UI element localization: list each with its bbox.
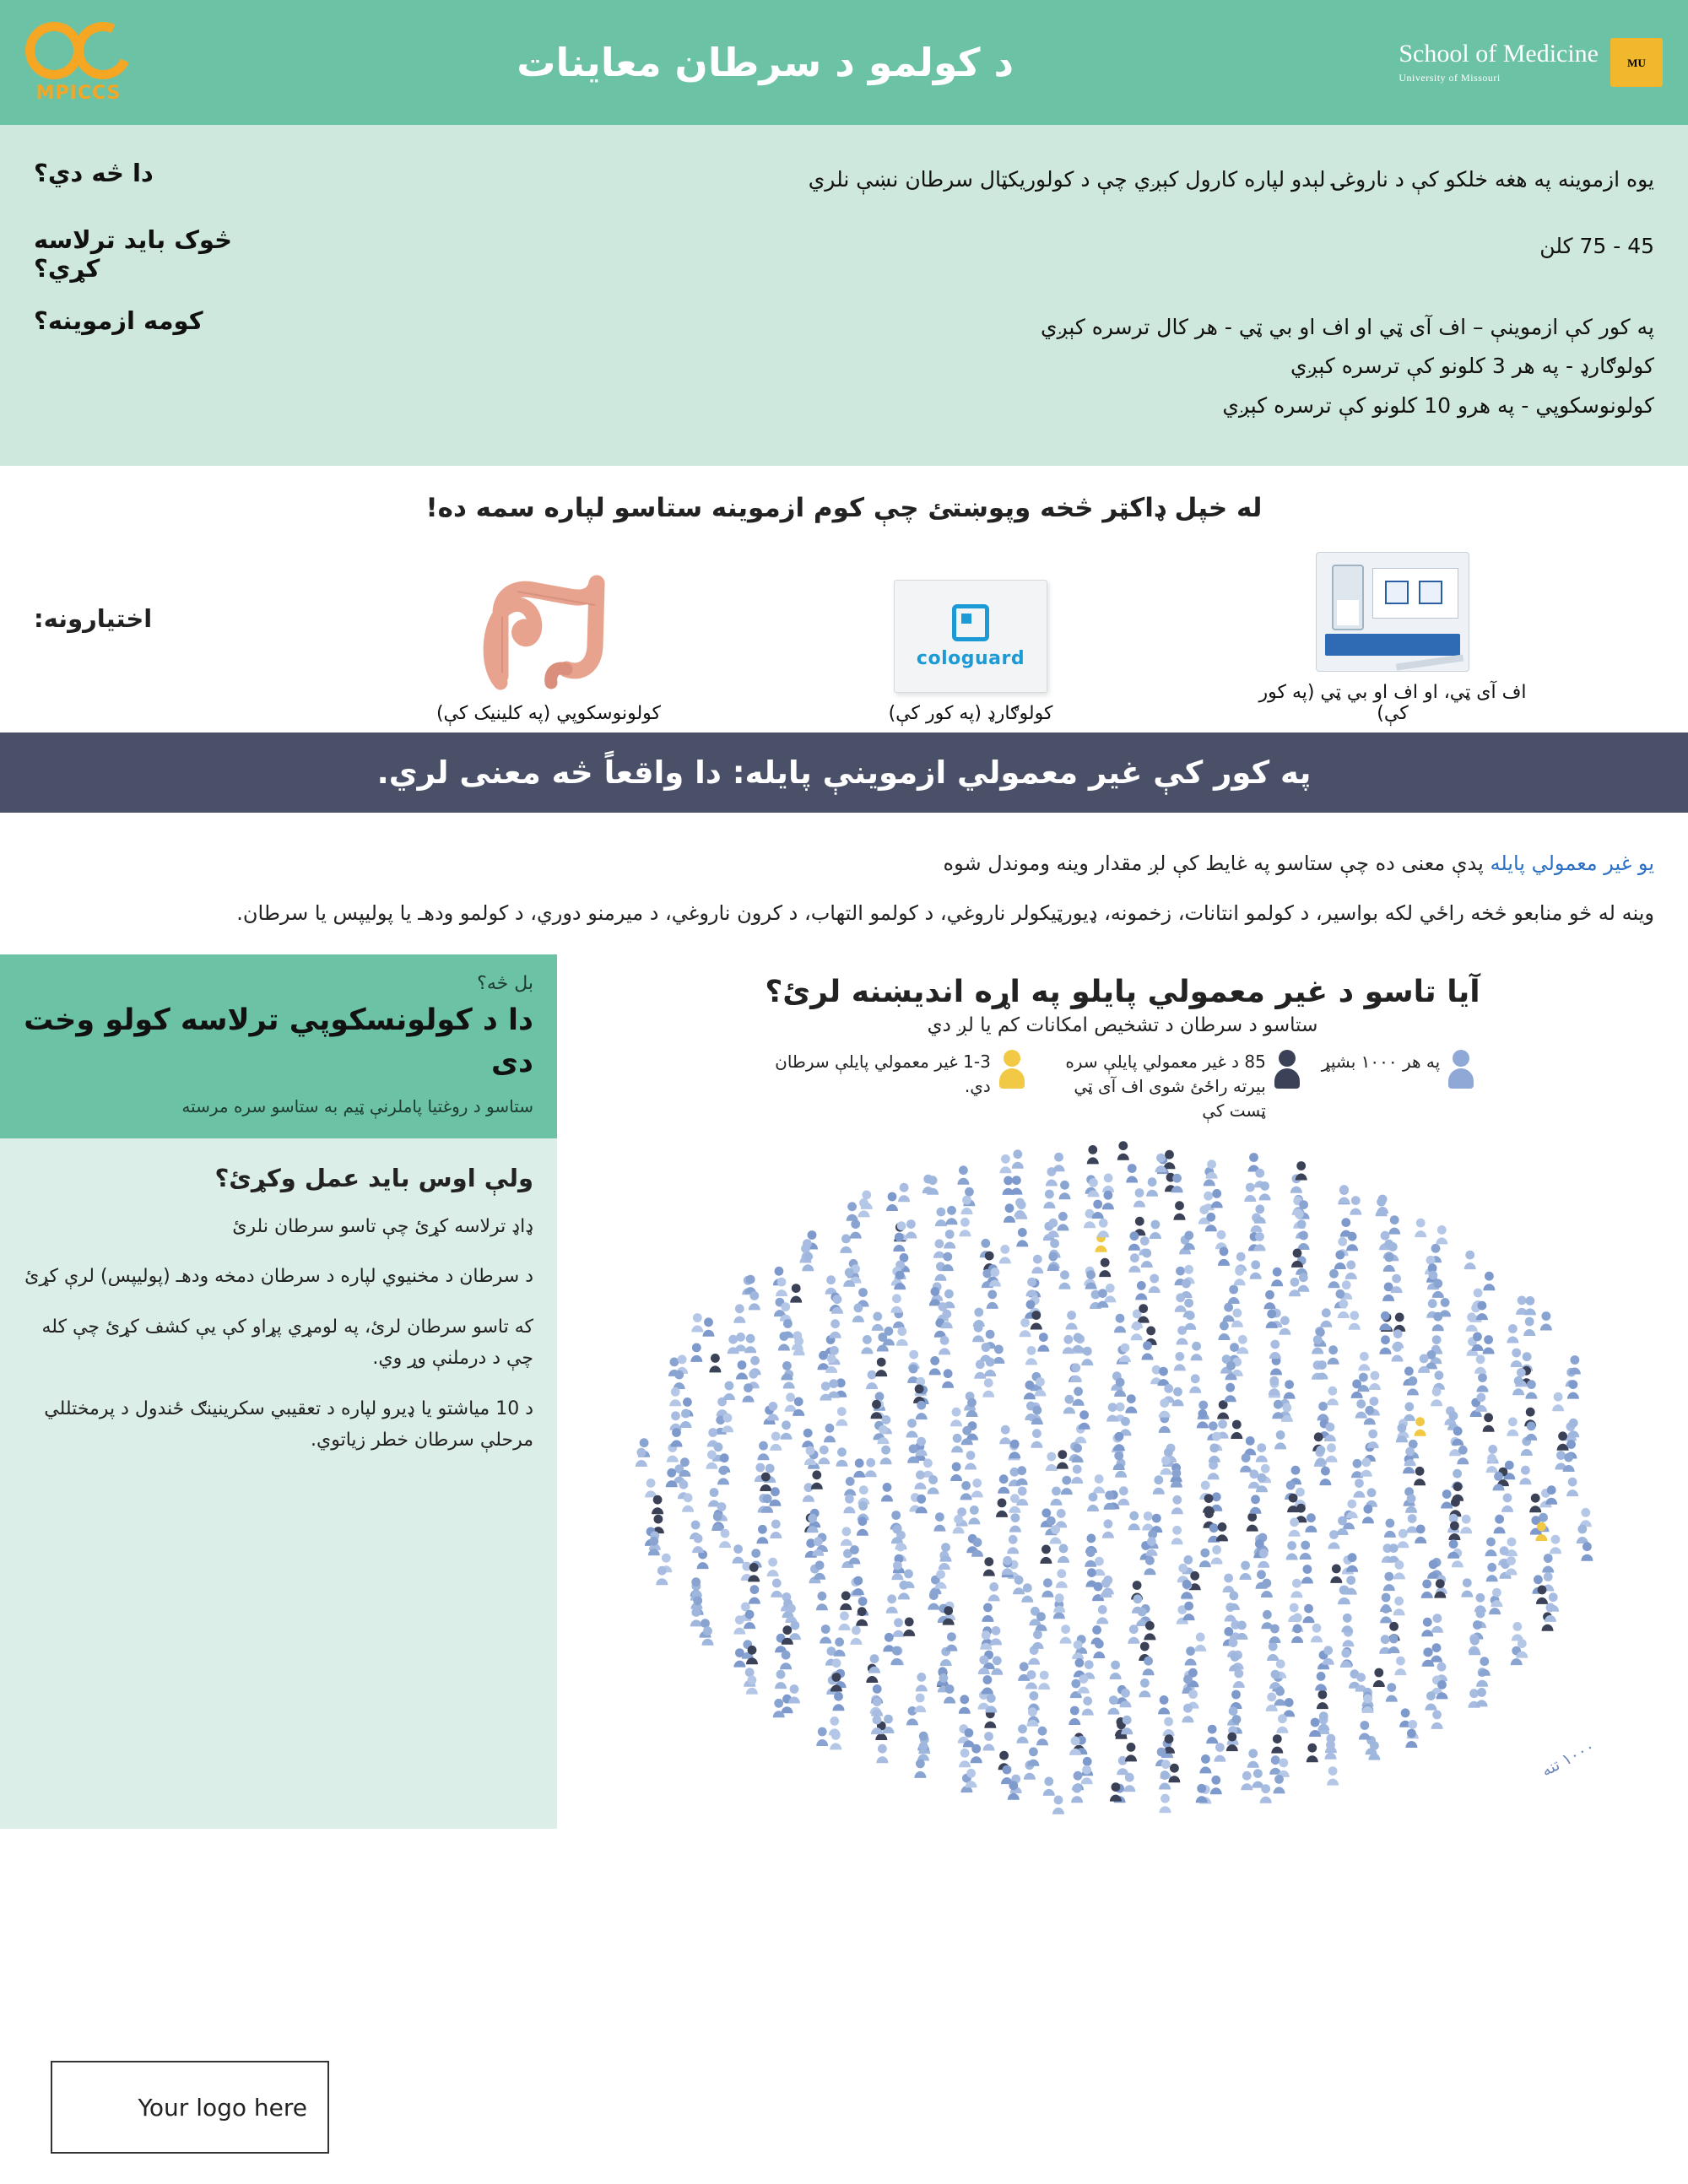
legend-item [1322, 1050, 1474, 1123]
mu-school-of-medicine-logo [1399, 38, 1663, 87]
crowd-legend [582, 1050, 1663, 1123]
person-dark-icon [1274, 1050, 1300, 1089]
person-light-icon [1448, 1050, 1474, 1089]
crowd-note: ۱۰۰۰ تنه [1538, 1736, 1599, 1781]
next-steps-body [0, 1138, 557, 1508]
legend-label: په هر ۱۰۰۰ بشپړ [1321, 1051, 1441, 1072]
qa-row [34, 147, 1654, 214]
qa-question: څوک باید ترلاسه کړي؟ [34, 224, 233, 283]
qa-question: کومه ازموينه؟ [34, 305, 203, 335]
mpiccs-mark-icon [25, 22, 132, 79]
screening-options-section [0, 466, 1688, 733]
questions-answers-panel [0, 125, 1688, 466]
mu-monogram-icon [1610, 38, 1663, 87]
colon-icon [468, 566, 629, 693]
page-header [0, 0, 1688, 125]
next-steps-panel [0, 954, 557, 1829]
qa-answer-group [287, 159, 1654, 202]
why-act-now-question: ولې اوس باید عمل وکړئ؟ [214, 1164, 533, 1193]
person-yellow-icon [999, 1050, 1025, 1089]
abnormal-result-rest: پدې معنی ده چې ستاسو په غایط کې لږ مقدار وینه وموندل شوه [943, 851, 1484, 875]
qa-row [34, 214, 1654, 295]
legend-item [1047, 1050, 1300, 1123]
lower-section [0, 954, 1688, 1829]
qa-row [34, 295, 1654, 440]
cologuard-box-icon [894, 580, 1047, 693]
option-caption: کولونوسکوپي (په کلینیک کې) [436, 703, 662, 724]
page-title: د کولمو د سرطان معاینات [517, 40, 1014, 85]
mpiccs-logo [25, 22, 132, 104]
next-steps-title-bold: کولونسکوپي [289, 1003, 473, 1037]
explanation-line-1 [34, 846, 1654, 881]
options-label: اختیارونه: [34, 604, 153, 633]
qa-question: دا څه دي؟ [34, 159, 154, 187]
reason-item: ډاډ ترلاسه کړئ چې تاسو سرطان نلرئ [232, 1216, 533, 1238]
next-steps-header [0, 954, 557, 1139]
qa-answer-line: يوه ازموينه په هغه خلکو کې د ناروغۍ لېدو لپاره کارول کېږي چې د کولوریکټال سرطان نښې نلري [808, 167, 1654, 192]
legend-label: 1-3 غیر معمولي پایلې سرطان دي. [775, 1051, 991, 1096]
qa-answer-line: کولوګارډ - په هر 3 کلونو کې ترسره کېږي [1290, 354, 1654, 378]
reason-item: که تاسو سرطان لرئ، په لومړي پړاو کې یې کشف کړئ چې کله چې د درملنې وړ وي. [41, 1316, 533, 1370]
mu-monogram-letters: MU [1627, 56, 1646, 69]
legend-item [771, 1050, 1025, 1123]
logo-placeholder-box [51, 2061, 329, 2154]
next-steps-title-part1: دا د [472, 1003, 533, 1037]
cologuard-brand-label: cologuard [916, 647, 1025, 669]
reason-item: د سرطان د مخنیوي لپاره د سرطان دمخه ودهـ (پولیپس) لرې کړئ [24, 1266, 533, 1288]
explanation-section [0, 813, 1688, 954]
next-steps-kicker: بل څه؟ [477, 972, 533, 994]
legend-label: 85 د غیر معمولي پایلې سره بیرته راځئ شوی اف آی ټي ټست کې [1065, 1051, 1266, 1121]
fit-test-kit-icon [1316, 552, 1469, 672]
qa-answer-line: 45 - 75 کلن [1539, 233, 1654, 258]
option-caption: اف آی ټي، او اف او بي ټي (په کور کې) [1258, 682, 1527, 724]
options-heading: له خپل ډاکټر څخه وپوښتئ چې کوم ازموینه ستاسو لپاره سمه ده! [425, 493, 1263, 523]
abnormal-result-band: په کور کې غیر معمولي ازموینې پایله: دا واقعاً څه معنی لري. [0, 733, 1688, 813]
next-steps-subtitle: ستاسو د روغتیا پاملرنې ټیم به ستاسو سره مرسته [181, 1096, 533, 1117]
crowd-heading: آیا تاسو د غیر معمولي پایلو په اړه اندیښنه لرئ؟ [765, 974, 1480, 1009]
explanation-line-2: وینه له څو منابعو څخه راځي لکه بواسیر، د کولمو انتانات، زخمونه، ډیورټیکولر ناروغي، د کولمو التهاب، د کرون ناروغي، د میرمنو دوري، د کولمو ودهـ یا پولیپس یا سرطان. [236, 900, 1654, 925]
crowd-subheading: ستاسو د سرطان د تشخیص امکانات کم یا لږ دي [927, 1014, 1318, 1036]
next-steps-title [24, 999, 533, 1085]
reason-item: د 10 میاشتو یا ډیرو لپاره د تعقیبي سکرینینګ ځندول د پرمختللي مرحلې سرطان خطر زیاتوي. [44, 1397, 533, 1451]
qa-answer-line: په کور کې ازموینې – اف آی ټي او اف او بي ټي - هر کال ترسره کېږي [1041, 314, 1654, 339]
university-name: University of Missouri [1399, 72, 1501, 84]
option-colonoscopy [409, 566, 688, 724]
option-caption: کولوګارډ (په کور کې) [888, 703, 1053, 724]
crowd-svg [582, 1128, 1663, 1829]
crowd-panel [557, 954, 1688, 1829]
crowd-illustration [582, 1128, 1663, 1829]
logo-placeholder-text: Your logo here [138, 2093, 307, 2122]
qa-answer-group [287, 225, 1654, 268]
option-fit-test [1253, 545, 1532, 724]
option-cologuard [831, 566, 1110, 724]
mpiccs-label: MPICCS [35, 82, 122, 104]
school-name: School of Medicine [1399, 39, 1599, 68]
next-steps-title-part2: ترلاسه کولو وخت دی [24, 1003, 533, 1080]
qa-answer-group [287, 306, 1654, 428]
qa-answer-line: کولونوسکوپي - په هرو 10 کلونو کې ترسره کېږي [1222, 392, 1654, 418]
abnormal-result-highlight: یو غیر معمولي پایله [1490, 851, 1654, 875]
